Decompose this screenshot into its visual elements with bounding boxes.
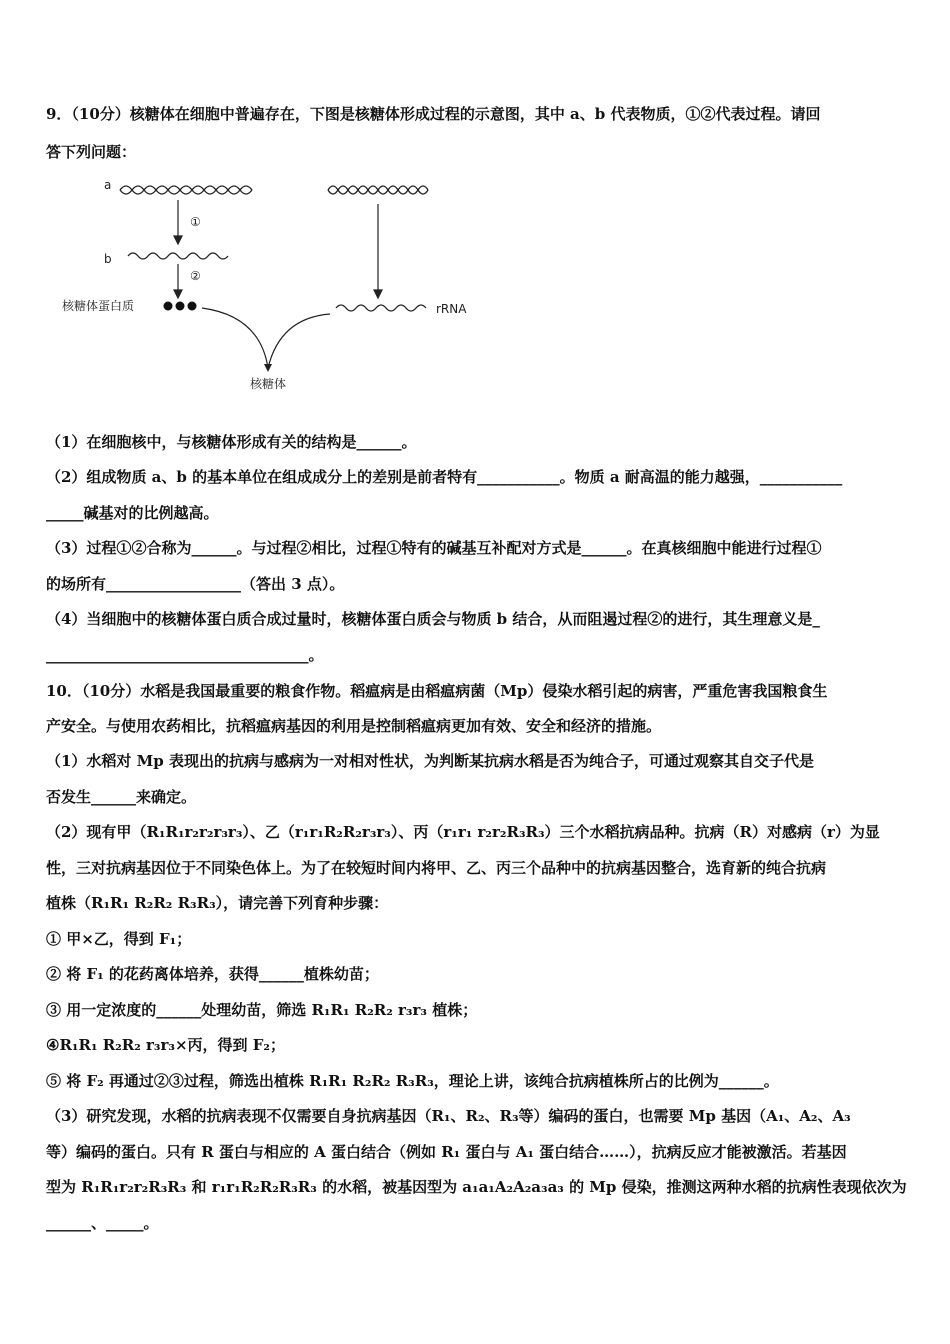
q9-sub4-line1: （4）当细胞中的核糖体蛋白质合成过量时，核糖体蛋白质会与物质 b 结合，从而阻遏过程②的进行，其生理意义是_ — [46, 610, 820, 628]
arrow-translation — [174, 264, 182, 298]
dna-helix-a — [120, 186, 252, 194]
q9-sub1: （1）在细胞核中，与核糖体形成有关的结构是______。 — [46, 433, 417, 451]
q9-sub2-line2: _____碱基对的比例越高。 — [46, 504, 219, 522]
q9-stem-line2: 答下列问题： — [46, 143, 137, 161]
rrna-strand — [336, 305, 426, 311]
arrow-rrna — [374, 204, 382, 298]
arrow-transcription — [174, 200, 182, 244]
dna-helix-right — [328, 186, 428, 194]
label-a: a — [104, 178, 112, 192]
mrna-b — [128, 253, 228, 259]
q9-stem-line1: 9．（10分）核糖体在细胞中普遍存在，下图是核糖体形成过程的示意图，其中 a、b 代表物质，①②代表过程。请回 — [46, 105, 821, 123]
protein-label: 核糖体蛋白质 — [62, 299, 135, 313]
assembly-arrowhead — [264, 364, 272, 372]
q10-step5: ⑤ 将 F₂ 再通过②③过程，筛选出植株 R₁R₁ R₂R₂ R₃R₃，理论上讲，该纯合抗病植株所占的比例为______。 — [46, 1072, 779, 1090]
q10-stem-line1: 10．（10分）水稻是我国最重要的粮食作物。稻瘟病是由稻瘟病菌（Mp）侵染水稻引起的病害，严重危害我国粮食生 — [46, 682, 828, 700]
arrow-assembly — [202, 308, 330, 368]
q9-sub3-line2: 的场所有__________________（答出 3 点）。 — [46, 575, 345, 593]
q10-step2: ② 将 F₁ 的花药离体培养，获得______植株幼苗； — [46, 965, 379, 983]
q10-sub2-line2: 性，三对抗病基因位于不同染色体上。为了在较短时间内将甲、乙、丙三个品种中的抗病基因整合，选育新的纯合抗病 — [46, 859, 827, 877]
label-b: b — [104, 252, 112, 266]
protein-dots — [164, 302, 197, 311]
q10-sub2-line3: 植株（R₁R₁ R₂R₂ R₃R₃），请完善下列育种步骤： — [46, 894, 389, 912]
q9-sub2-line1: （2）组成物质 a、b 的基本单位在组成成分上的差别是前者特有___________。物质 a 耐高温的能力越强，___________ — [46, 468, 843, 486]
q9-sub3-line1: （3）过程①②合称为______。与过程②相比，过程①特有的碱基互补配对方式是______。在真核细胞中能进行过程① — [46, 539, 822, 557]
q10-sub3-line1: （3）研究发现，水稻的抗病表现不仅需要自身抗病基因（R₁、R₂、R₃等）编码的蛋白，也需要 Mp 基因（A₁、A₂、A₃ — [46, 1107, 851, 1125]
q10-step3: ③ 用一定浓度的______处理幼苗，筛选 R₁R₁ R₂R₂ r₃r₃ 植株； — [46, 1001, 478, 1019]
q10-sub3-line4: ______、_____。 — [46, 1214, 159, 1232]
q10-sub3-line2: 等）编码的蛋白。只有 R 蛋白与相应的 A 蛋白结合（例如 R₁ 蛋白与 A₁ 蛋白结合……），抗病反应才能被激活。若基因 — [46, 1143, 847, 1161]
ribosome-formation-diagram — [62, 168, 490, 398]
q10-sub3-line3: 型为 R₁R₁r₂r₂R₃R₃ 和 r₁r₁R₂R₂R₃R₃ 的水稻，被基因型为 a₁a₁A₂A₂a₃a₃ 的 Mp 侵染，推测这两种水稻的抗病性表现依次为 — [46, 1178, 907, 1196]
q10-sub1-line1: （1）水稻对 Mp 表现出的抗病与感病为一对相对性状，为判断某抗病水稻是否为纯合子，可通过观察其自交子代是 — [46, 752, 814, 770]
rrna-label: rRNA — [436, 302, 467, 316]
q9-sub4-line2: ___________________________________。 — [46, 646, 324, 664]
q10-sub2-line1: （2）现有甲（R₁R₁r₂r₂r₃r₃）、乙（r₁r₁R₂R₂r₃r₃）、丙（r₁r₁ r₂r₂R₃R₃）三个水稻抗病品种。抗病（R）对感病（r）为显 — [46, 823, 880, 841]
q10-step4: ④R₁R₁ R₂R₂ r₃r₃×丙，得到 F₂； — [46, 1036, 285, 1054]
step2-label: ② — [190, 269, 201, 283]
q10-step1: ① 甲×乙，得到 F₁； — [46, 930, 192, 948]
q10-stem-line2: 产安全。与使用农药相比，抗稻瘟病基因的利用是控制稻瘟病更加有效、安全和经济的措施。 — [46, 717, 662, 735]
q10-sub1-line2: 否发生______来确定。 — [46, 788, 197, 806]
step1-label: ① — [190, 215, 201, 229]
ribosome-label: 核糖体 — [250, 377, 287, 391]
